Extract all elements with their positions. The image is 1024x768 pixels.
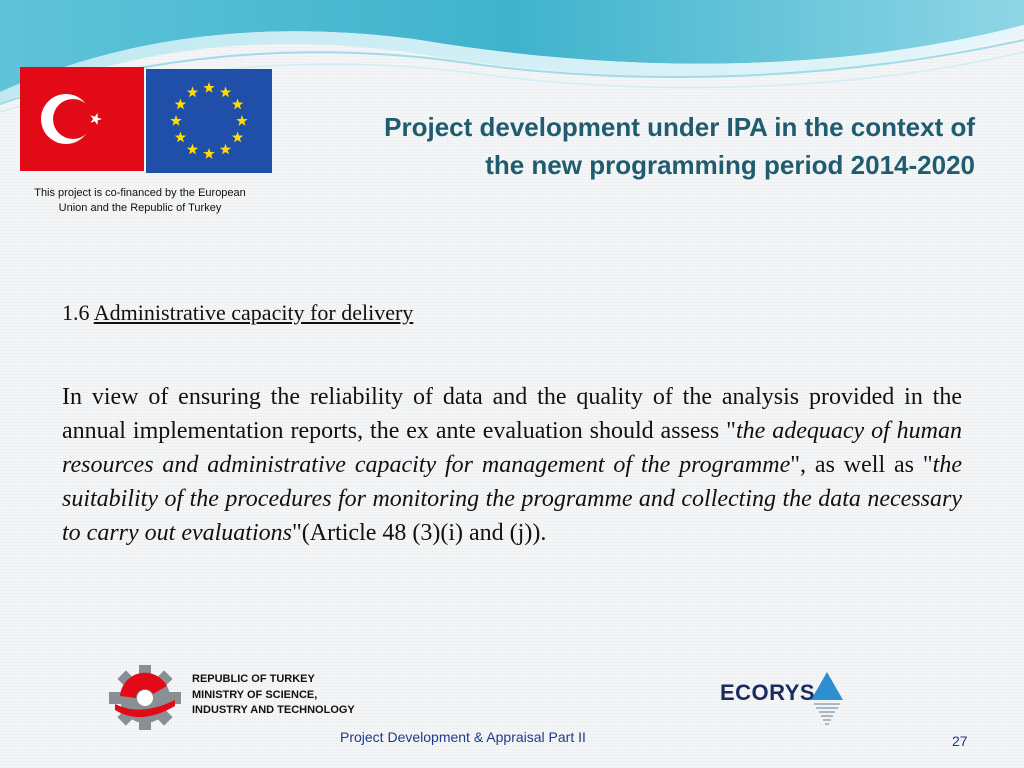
- gear-icon: [106, 664, 184, 730]
- ministry-name: [192, 672, 355, 719]
- para-text-1: In view of ensuring the reliability of data and the quality of the analysis provided in the annual implementation reports, the ex ante evaluation should assess ": [62, 384, 962, 444]
- eu-flag-icon: [146, 69, 272, 173]
- title-line-1: Project development under IPA in the context of: [384, 112, 975, 142]
- turkey-flag-icon: [20, 67, 144, 171]
- section-number: 1.6: [62, 300, 90, 325]
- cofinance-line-2: Union and the Republic of Turkey: [58, 202, 222, 214]
- para-text-3: "(Article 48 (3)(i) and (j)).: [291, 520, 547, 546]
- page-title: [290, 108, 975, 184]
- cofinance-line-1: This project is co-financed by the European: [34, 187, 246, 199]
- page-number: 27: [952, 733, 968, 749]
- ecorys-triangle-icon: [810, 670, 844, 728]
- ministry-line-2: MINISTRY OF SCIENCE,: [192, 688, 318, 701]
- ecorys-logo: [720, 670, 850, 732]
- footer-caption: Project Development & Appraisal Part II: [340, 729, 586, 745]
- para-quote-1: the adequacy of human resources and administrative capacity for management of the programme: [62, 418, 963, 478]
- ministry-logo: [106, 664, 406, 734]
- cofinance-note: [10, 186, 270, 216]
- flags-logo: [20, 67, 272, 175]
- body-paragraph: [62, 380, 962, 550]
- para-text-2: ", as well as ": [790, 452, 933, 478]
- ecorys-wordmark: ECORYS: [720, 680, 816, 705]
- section-heading: [62, 300, 413, 326]
- ministry-line-1: REPUBLIC OF TURKEY: [192, 673, 315, 685]
- title-line-2: the new programming period 2014-2020: [485, 150, 975, 180]
- section-title: Administrative capacity for delivery: [93, 300, 414, 325]
- para-quote-2: the suitability of the procedures for monitoring the programme and collecting the data necessary to carry out evaluations: [62, 452, 962, 546]
- ministry-line-3: INDUSTRY AND TECHNOLOGY: [192, 704, 355, 716]
